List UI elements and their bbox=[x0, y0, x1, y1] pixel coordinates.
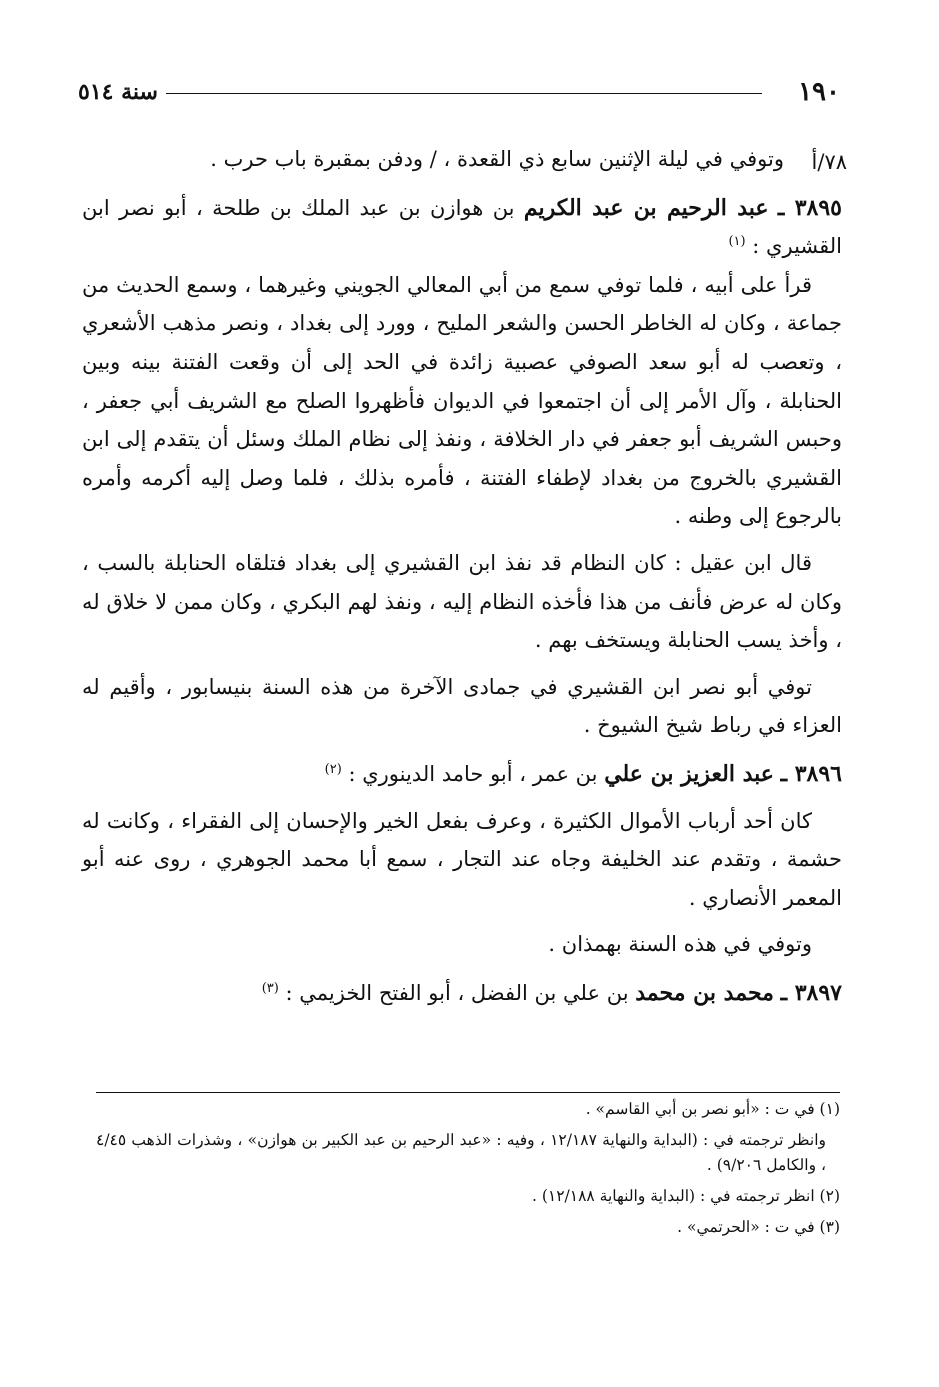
page-number: ١٩٠ bbox=[798, 77, 840, 107]
page-header bbox=[78, 74, 840, 110]
entry-name: عبد الرحيم بن عبد الكريم bbox=[523, 194, 769, 221]
intro-line: وتوفي في ليلة الإثنين سابع ذي القعدة ، / ودفن بمقبرة باب حرب . bbox=[210, 147, 784, 171]
footnote-3: (٣) في ت : «الحرتمي» . bbox=[677, 1218, 840, 1236]
footnote-1-continuation: وانظر ترجمته في : (البداية والنهاية ١٢/١٨٧ ، وفيه : «عبد الرحيم بن عبد الكبير بن هوازن» ، وشذرات الذهب ٤/٤٥ ، والكامل ٩/٢٠٦) . bbox=[96, 1131, 826, 1174]
entry-number: ٣٨٩٥ ـ bbox=[777, 194, 842, 221]
entry-title-3897 bbox=[82, 974, 842, 1013]
entry-name: محمد بن محمد bbox=[635, 979, 774, 1006]
paragraph: قرأ على أبيه ، فلما توفي سمع من أبي المعالي الجويني وغيرهما ، وسمع الحديث من جماعة ، وكان له الخاطر الحسن والشعر المليح ، وورد إلى بغداد ، ونصر مذهب الأشعري ، وتعصب له أبو سعد الصوفي عصبية زائدة في الحد إلى أن وقعت الفتنة بينه وبين الحنابلة ، وآل الأمر إلى أن اجتمعوا في الديوان فأظهروا الصلح مع الشريف أبي جعفر ، وحبس الشريف أبو جعفر في دار الخلافة ، ونفذ إلى نظام الملك وسئل أن يتقدم إلى ابن القشيري بالخروج من بغداد لإطفاء الفتنة ، فأمره بذلك ، فلما وصل إليه أكرمه وأمره بالرجوع إلى وطنه . bbox=[82, 272, 842, 529]
paragraph: توفي أبو نصر ابن القشيري في جمادى الآخرة من هذه السنة بنيسابور ، وأقيم له العزاء في رباط شيخ الشيوخ . bbox=[82, 674, 842, 738]
entry-number: ٣٨٩٦ ـ bbox=[780, 760, 842, 787]
footnote-1: (١) في ت : «أبو نصر بن أبي القاسم» . bbox=[585, 1100, 840, 1118]
entry-number: ٣٨٩٧ ـ bbox=[780, 979, 842, 1006]
footnote-ref: (٣) bbox=[261, 980, 279, 996]
main-text bbox=[82, 140, 842, 1012]
paragraph: كان أحد أرباب الأموال الكثيرة ، وعرف بفعل الخير والإحسان إلى الفقراء ، وكانت له حشمة ، وتقدم عند الخليفة وجاه عند التجار ، سمع أبا محمد الجوهري ، روى عنه أبو المعمر الأنصاري . bbox=[82, 808, 842, 910]
entry-title-3896 bbox=[82, 755, 842, 794]
footnote-ref: (١) bbox=[728, 234, 746, 250]
footnote-2: (٢) انظر ترجمته في : (البداية والنهاية ١٢/١٨٨) . bbox=[531, 1187, 840, 1205]
entry-lineage: بن علي بن الفضل ، أبو الفتح الخزيمي : bbox=[285, 980, 629, 1005]
year-label: سنة ٥١٤ bbox=[78, 79, 158, 105]
footnotes bbox=[96, 1092, 840, 1246]
entry-lineage: بن هوازن بن عبد الملك بن طلحة ، أبو نصر ابن القشيري : bbox=[82, 195, 842, 259]
header-rule bbox=[166, 93, 762, 94]
manuscript-reference: ٧٨/أ bbox=[811, 150, 847, 174]
entry-lineage: بن عمر ، أبو حامد الدينوري : bbox=[348, 761, 598, 786]
entry-title-3895 bbox=[82, 189, 842, 266]
entry-name: عبد العزيز بن علي bbox=[604, 760, 774, 787]
paragraph: وتوفي في هذه السنة بهمذان . bbox=[548, 932, 812, 957]
footnote-ref: (٢) bbox=[324, 761, 342, 777]
paragraph: قال ابن عقيل : كان النظام قد نفذ ابن القشيري إلى بغداد فتلقاه الحنابلة بالسب ، وكان له عرض فأنف من هذا فأخذه النظام إليه ، ونفذ لهم البكري ، وكان ممن لا خلاق له ، وأخذ يسب الحنابلة ويستخف بهم . bbox=[82, 550, 842, 653]
